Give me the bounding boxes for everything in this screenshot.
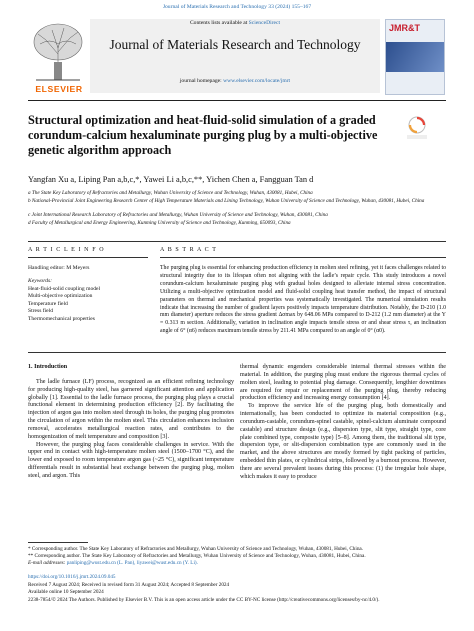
journal-title: Journal of Materials Research and Technology <box>109 37 361 52</box>
homepage-line <box>90 78 380 84</box>
keyword: Thermomechanical properties <box>28 315 95 322</box>
sciencedirect-link[interactable]: ScienceDirect <box>248 20 281 26</box>
body-paragraph: To improve the service life of the purging plug, both domestically and internationally, has been conducted to optimize its material composition (e.g., corundum-castable, corundum-spinel castable, spinel-calcium aluminate compound castable) and structure design (e.g., dispersion type, slit type, straight type, core plate combined type, composite type) [5–8]. Among them, the traditional slit type, dispersion type, or slit-dispersion combination type are commonly used in the market, and the above structures are mostly formed by tight packing of particles, embedded thin plates, or cylindrical strips, followed by a burnout process. However, there are several prevalent issues during this process: (1) the irregular hole shape, which makes it easy to produce <box>240 403 446 480</box>
body-right-column <box>240 364 446 482</box>
keywords-label: Keywords: <box>28 278 53 284</box>
email-label: E-mail addresses: <box>28 560 66 566</box>
affil-rule <box>28 241 446 242</box>
publisher-name: ELSEVIER <box>35 84 83 94</box>
journal-cover-thumbnail <box>385 19 445 95</box>
corresponding-author-1: * Corresponding author. The State Key Laboratory of Refractories and Metallurgy, Wuhan University of Science and Technology, Wuhan, 430081, Hubei, China. <box>28 546 364 552</box>
contents-line <box>90 20 380 26</box>
doi-link[interactable]: https://doi.org/10.1016/j.jmrt.2024.09.045 <box>28 574 116 580</box>
author-list: Yangfan Xu a, Liping Pan a,b,c,*, Yawei Li a,b,c,**, Yichen Chen a, Fangguan Tan d <box>28 175 314 184</box>
keyword: Temperature field <box>28 300 68 307</box>
keyword: Heat-fluid-solid coupling model <box>28 285 101 292</box>
body-paragraph: The ladle furnace (LF) process, recognized as an efficient refining technology for producing high-quality steel, has garnered significant attention and application globally [1]. Essential to the ladle furnace process, the purging plug plays a crucial functional element in determining production efficiency [2]. By facilitating the injection of argon gas into molten steel through its holes, the purging plug promotes the circulation of argon within the molten steel. This circulation enhances inclusion removal, accelerates metallurgical reaction rates, and contributes to the homogenization of melt temperature and composition [3]. <box>28 378 234 440</box>
abstract-text: The purging plug is essential for enhancing production efficiency in molten steel refining, yet it faces challenges related to structural integrity due to its lifespan often not aligning with the ladle’s repair cycle. This study introduces a novel corundum-calcium hexaluminate purging plug with gradual holes designed to alleviate internal stress concentration. Utilizing a multi-objective optimization model and fluid-solid coupling heat transfer method, the impact of structural parameters on thermal and mechanical properties was systematically investigated. The numerical simulation results indicate that increasing the number of gradient layers positively impacts temperature distribution. Notably, the D-210 (1.0 mm diameter) aperture reduces the stress gradient Δσmax by 648.06 MPa compared to D-212 (1.2 mm diameter) at the Y = 0.313 m section. Additionally, variation in inclination angle impacts tensile stress σr and shear stress τ, an inclination angle of 6° (α6) reduces maximum tensile stress by 211.41 MPa compared to an angle of 0° (α0). <box>160 265 446 335</box>
paper-title: Structural optimization and heat-fluid-solid simulation of a graded corundum-calcium hexaluminate purging plug by a multi-objective genetic algorithm approach <box>28 113 378 157</box>
check-for-updates-icon[interactable] <box>403 115 431 141</box>
corresponding-author-2: ** Corresponding author. The State Key Laboratory of Refractories and Metallurgy, Wuhan University of Science and Technology, Wuhan, 430081, Hubei, China. <box>28 553 366 559</box>
affiliation-c: c Joint International Research Laboratory of Refractories and Metallurgy, Wuhan University of Science and Technology, Wuhan, 430081, China <box>28 212 328 218</box>
handling-editor: Handling editor: M Meyers <box>28 265 90 271</box>
abstract-heading: A B S T R A C T <box>160 247 218 253</box>
body-paragraph: thermal dynamic engenders considerable internal thermal stresses within the material. In addition, the purging plug must endure the rigorous thermal cycles of molten steel, leading to potential plug damage. Consequently, lengthier downtimes are required for repair or replacement of the purging plug, thereby reducing production efficiency and increasing energy consumption [4]. <box>240 364 446 402</box>
affiliation-d: d Faculty of Metallurgical and Energy Engineering, Kunming University of Science and Technology, Kunming, 650093, China <box>28 220 291 226</box>
body-paragraph: However, the purging plug faces considerable challenges in service. With the upper end in contact with high-temperature molten steel (1500–1700 °C), and the lower end exposed to room temperature argon gas (~25 °C), significant temperature differentials result in substantial heat exchange between the purging plug, molten steel, and argon. This <box>28 441 234 479</box>
journal-citation[interactable]: Journal of Materials Research and Technology 33 (2024) 155–167 <box>162 4 312 10</box>
body-left-column <box>28 364 234 481</box>
abstract-rule <box>160 257 446 258</box>
header-rule <box>28 100 446 101</box>
received-dates: Received 7 August 2024; Received in revised form 31 August 2024; Accepted 8 September 2024 <box>28 582 230 588</box>
homepage-prefix: journal homepage: <box>179 78 224 84</box>
article-info-heading: A R T I C L E I N F O <box>28 247 105 253</box>
abstract-bottom-rule <box>28 352 446 353</box>
keyword: Stress field <box>28 308 54 314</box>
homepage-link[interactable]: www.elsevier.com/locate/jmrt <box>223 78 291 84</box>
cover-tag: JMR&T <box>389 23 420 33</box>
article-info-rule <box>28 257 148 258</box>
license-text: 2238-7854/© 2024 The Authors. Published by Elsevier B.V. This is an open access article under the CC BY-NC license (http://creativecommons.org/licenses/by-nc/4.0/). <box>28 597 380 603</box>
footnote-rule <box>28 542 88 543</box>
cover-band <box>386 42 444 72</box>
keyword: Multi-objective optimization <box>28 293 93 299</box>
affiliation-a: a The State Key Laboratory of Refractories and Metallurgy, Wuhan University of Science and Technology, Wuhan, 430081, Hubei, China <box>28 190 313 196</box>
online-date: Available online 10 September 2024 <box>28 589 104 595</box>
contents-prefix: Contents lists available at <box>189 20 249 26</box>
email-links[interactable]: panliping@wust.edu.cn (L. Pan), liyawei@wust.edu.cn (Y. Li). <box>66 560 198 566</box>
section-heading: 1. Introduction <box>28 364 68 370</box>
affiliation-b: b National-Provincial Joint Engineering Research Center of High Temperature Materials and Lining Technology, Wuhan University of Science and Technology, Wuhan, 430081, Hubei, China <box>28 198 425 204</box>
email-line <box>28 560 446 567</box>
elsevier-tree-logo <box>30 18 86 84</box>
